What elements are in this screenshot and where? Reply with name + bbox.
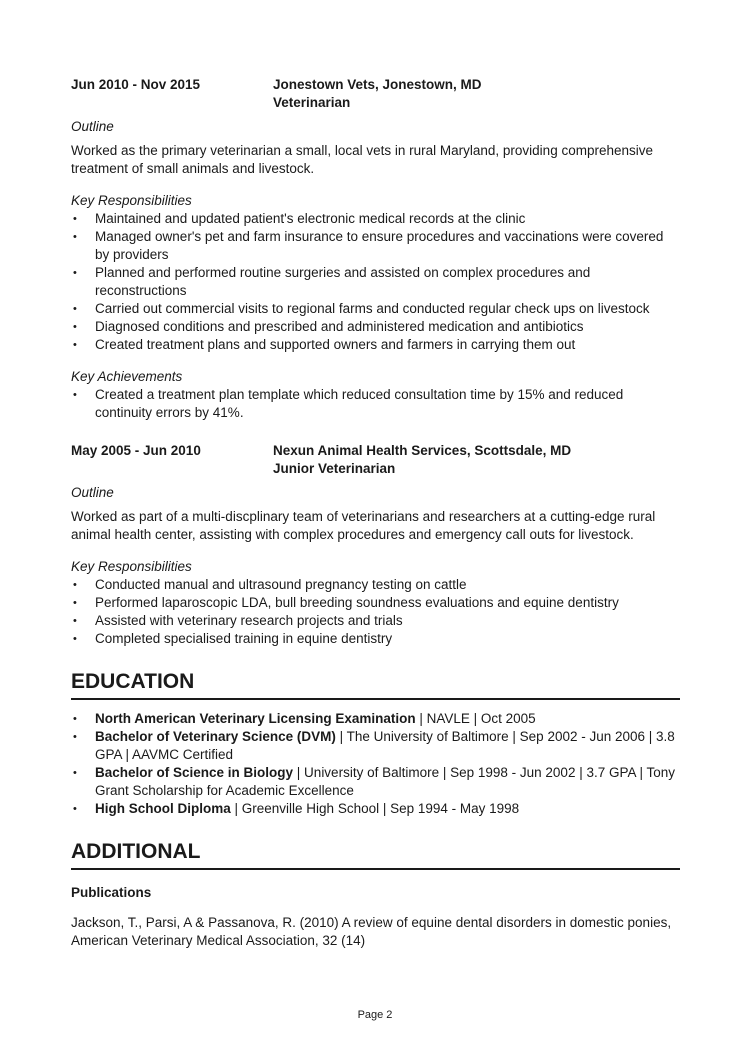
list-item-text: Performed laparoscopic LDA, bull breeding soundness evaluations and equine dentistry (95, 595, 619, 610)
list-item-text: Created a treatment plan template which reduced consultation time by 15% and reduced continuity errors by 41%. (95, 387, 624, 420)
outline-label: Outline (71, 485, 114, 500)
list-item (71, 594, 680, 612)
list-item (71, 264, 680, 300)
job-header (71, 76, 680, 112)
bullet-icon: • (73, 303, 77, 315)
list-item-text: Maintained and updated patient's electronic medical records at the clinic (95, 211, 526, 226)
responsibilities-block (71, 192, 680, 354)
qualification-name: North American Veterinary Licensing Examination (95, 711, 416, 726)
outline-text: Worked as the primary veterinarian a small, local vets in rural Maryland, providing comprehensive treatment of small animals and livestock. (71, 143, 653, 176)
job-title: Junior Veterinarian (273, 461, 396, 476)
list-item-text: Diagnosed conditions and prescribed and administered medication and antibiotics (95, 319, 584, 334)
list-item-text: Planned and performed routine surgeries and assisted on complex procedures and reconstructions (95, 265, 591, 298)
bullet-icon: • (73, 633, 77, 645)
job-dates: Jun 2010 - Nov 2015 (71, 77, 201, 92)
resume-page-content (71, 76, 680, 950)
list-item (71, 300, 680, 318)
responsibilities-list (71, 576, 680, 648)
publications-heading: Publications (71, 885, 152, 900)
qualification-name: Bachelor of Science in Biology (95, 765, 294, 780)
education-item (71, 800, 680, 818)
additional-heading: ADDITIONAL (71, 840, 680, 870)
qualification-details: | The University of Baltimore | Sep 2002 - Jun 2006 | 3.8 GPA | AAVMC Certified (95, 729, 675, 762)
qualification-details: | University of Baltimore | Sep 1998 - Jun 2002 | 3.7 GPA | Tony Grant Scholarship for Academic Excellence (95, 765, 676, 798)
list-item-text: Assisted with veterinary research projects and trials (95, 613, 403, 628)
education-item (71, 710, 680, 728)
education-heading: EDUCATION (71, 670, 680, 700)
publication-entry: Jackson, T., Parsi, A & Passanova, R. (2010) A review of equine dental disorders in domestic ponies, American Veterinary Medical Association, 32 (14) (71, 915, 672, 948)
list-item-text: Conducted manual and ultrasound pregnancy testing on cattle (95, 577, 467, 592)
job-entry (71, 76, 680, 422)
list-item (71, 612, 680, 630)
bullet-icon: • (73, 713, 77, 725)
list-item (71, 630, 680, 648)
qualification-details: | Greenville High School | Sep 1994 - May 1998 (230, 801, 520, 816)
achievements-block (71, 368, 680, 422)
bullet-icon: • (73, 321, 77, 333)
list-item-text: Carried out commercial visits to regional farms and conducted regular check ups on livestock (95, 301, 650, 316)
job-employer: Nexun Animal Health Services, Scottsdale, MD (273, 443, 572, 458)
bullet-icon: • (73, 389, 77, 401)
job-entry (71, 442, 680, 648)
job-title: Veterinarian (273, 95, 351, 110)
outline-label: Outline (71, 119, 114, 134)
page-number: Page 2 (357, 1009, 393, 1021)
qualification-name: High School Diploma (95, 801, 231, 816)
bullet-icon: • (73, 267, 77, 279)
responsibilities-list (71, 210, 680, 354)
education-list (71, 710, 680, 818)
bullet-icon: • (73, 579, 77, 591)
bullet-icon: • (73, 231, 77, 243)
achievements-list (71, 386, 680, 422)
bullet-icon: • (73, 731, 77, 743)
list-item-text: Completed specialised training in equine dentistry (95, 631, 393, 646)
job-titles (273, 76, 482, 112)
bullet-icon: • (73, 615, 77, 627)
responsibilities-label: Key Responsibilities (71, 193, 192, 208)
bullet-icon: • (73, 597, 77, 609)
bullet-icon: • (73, 339, 77, 351)
outline-text: Worked as part of a multi-discplinary team of veterinarians and researchers at a cutting-edge rural animal health center, assisting with complex procedures and emergency call outs for livestock. (71, 509, 656, 542)
education-item (71, 728, 680, 764)
qualification-details: | NAVLE | Oct 2005 (415, 711, 536, 726)
list-item (71, 210, 680, 228)
qualification-name: Bachelor of Veterinary Science (DVM) (95, 729, 336, 744)
job-dates: May 2005 - Jun 2010 (71, 443, 201, 458)
responsibilities-label: Key Responsibilities (71, 559, 192, 574)
education-item (71, 764, 680, 800)
bullet-icon: • (73, 767, 77, 779)
list-item (71, 576, 680, 594)
list-item (71, 228, 680, 264)
job-employer: Jonestown Vets, Jonestown, MD (273, 77, 482, 92)
list-item-text: Created treatment plans and supported owners and farmers in carrying them out (95, 337, 576, 352)
bullet-icon: • (73, 213, 77, 225)
responsibilities-block (71, 558, 680, 648)
job-titles (273, 442, 571, 478)
list-item (71, 336, 680, 354)
list-item-text: Managed owner's pet and farm insurance to ensure procedures and vaccinations were covered by providers (95, 229, 664, 262)
bullet-icon: • (73, 803, 77, 815)
job-header (71, 442, 680, 478)
achievements-label: Key Achievements (71, 369, 183, 384)
list-item (71, 386, 680, 422)
list-item (71, 318, 680, 336)
